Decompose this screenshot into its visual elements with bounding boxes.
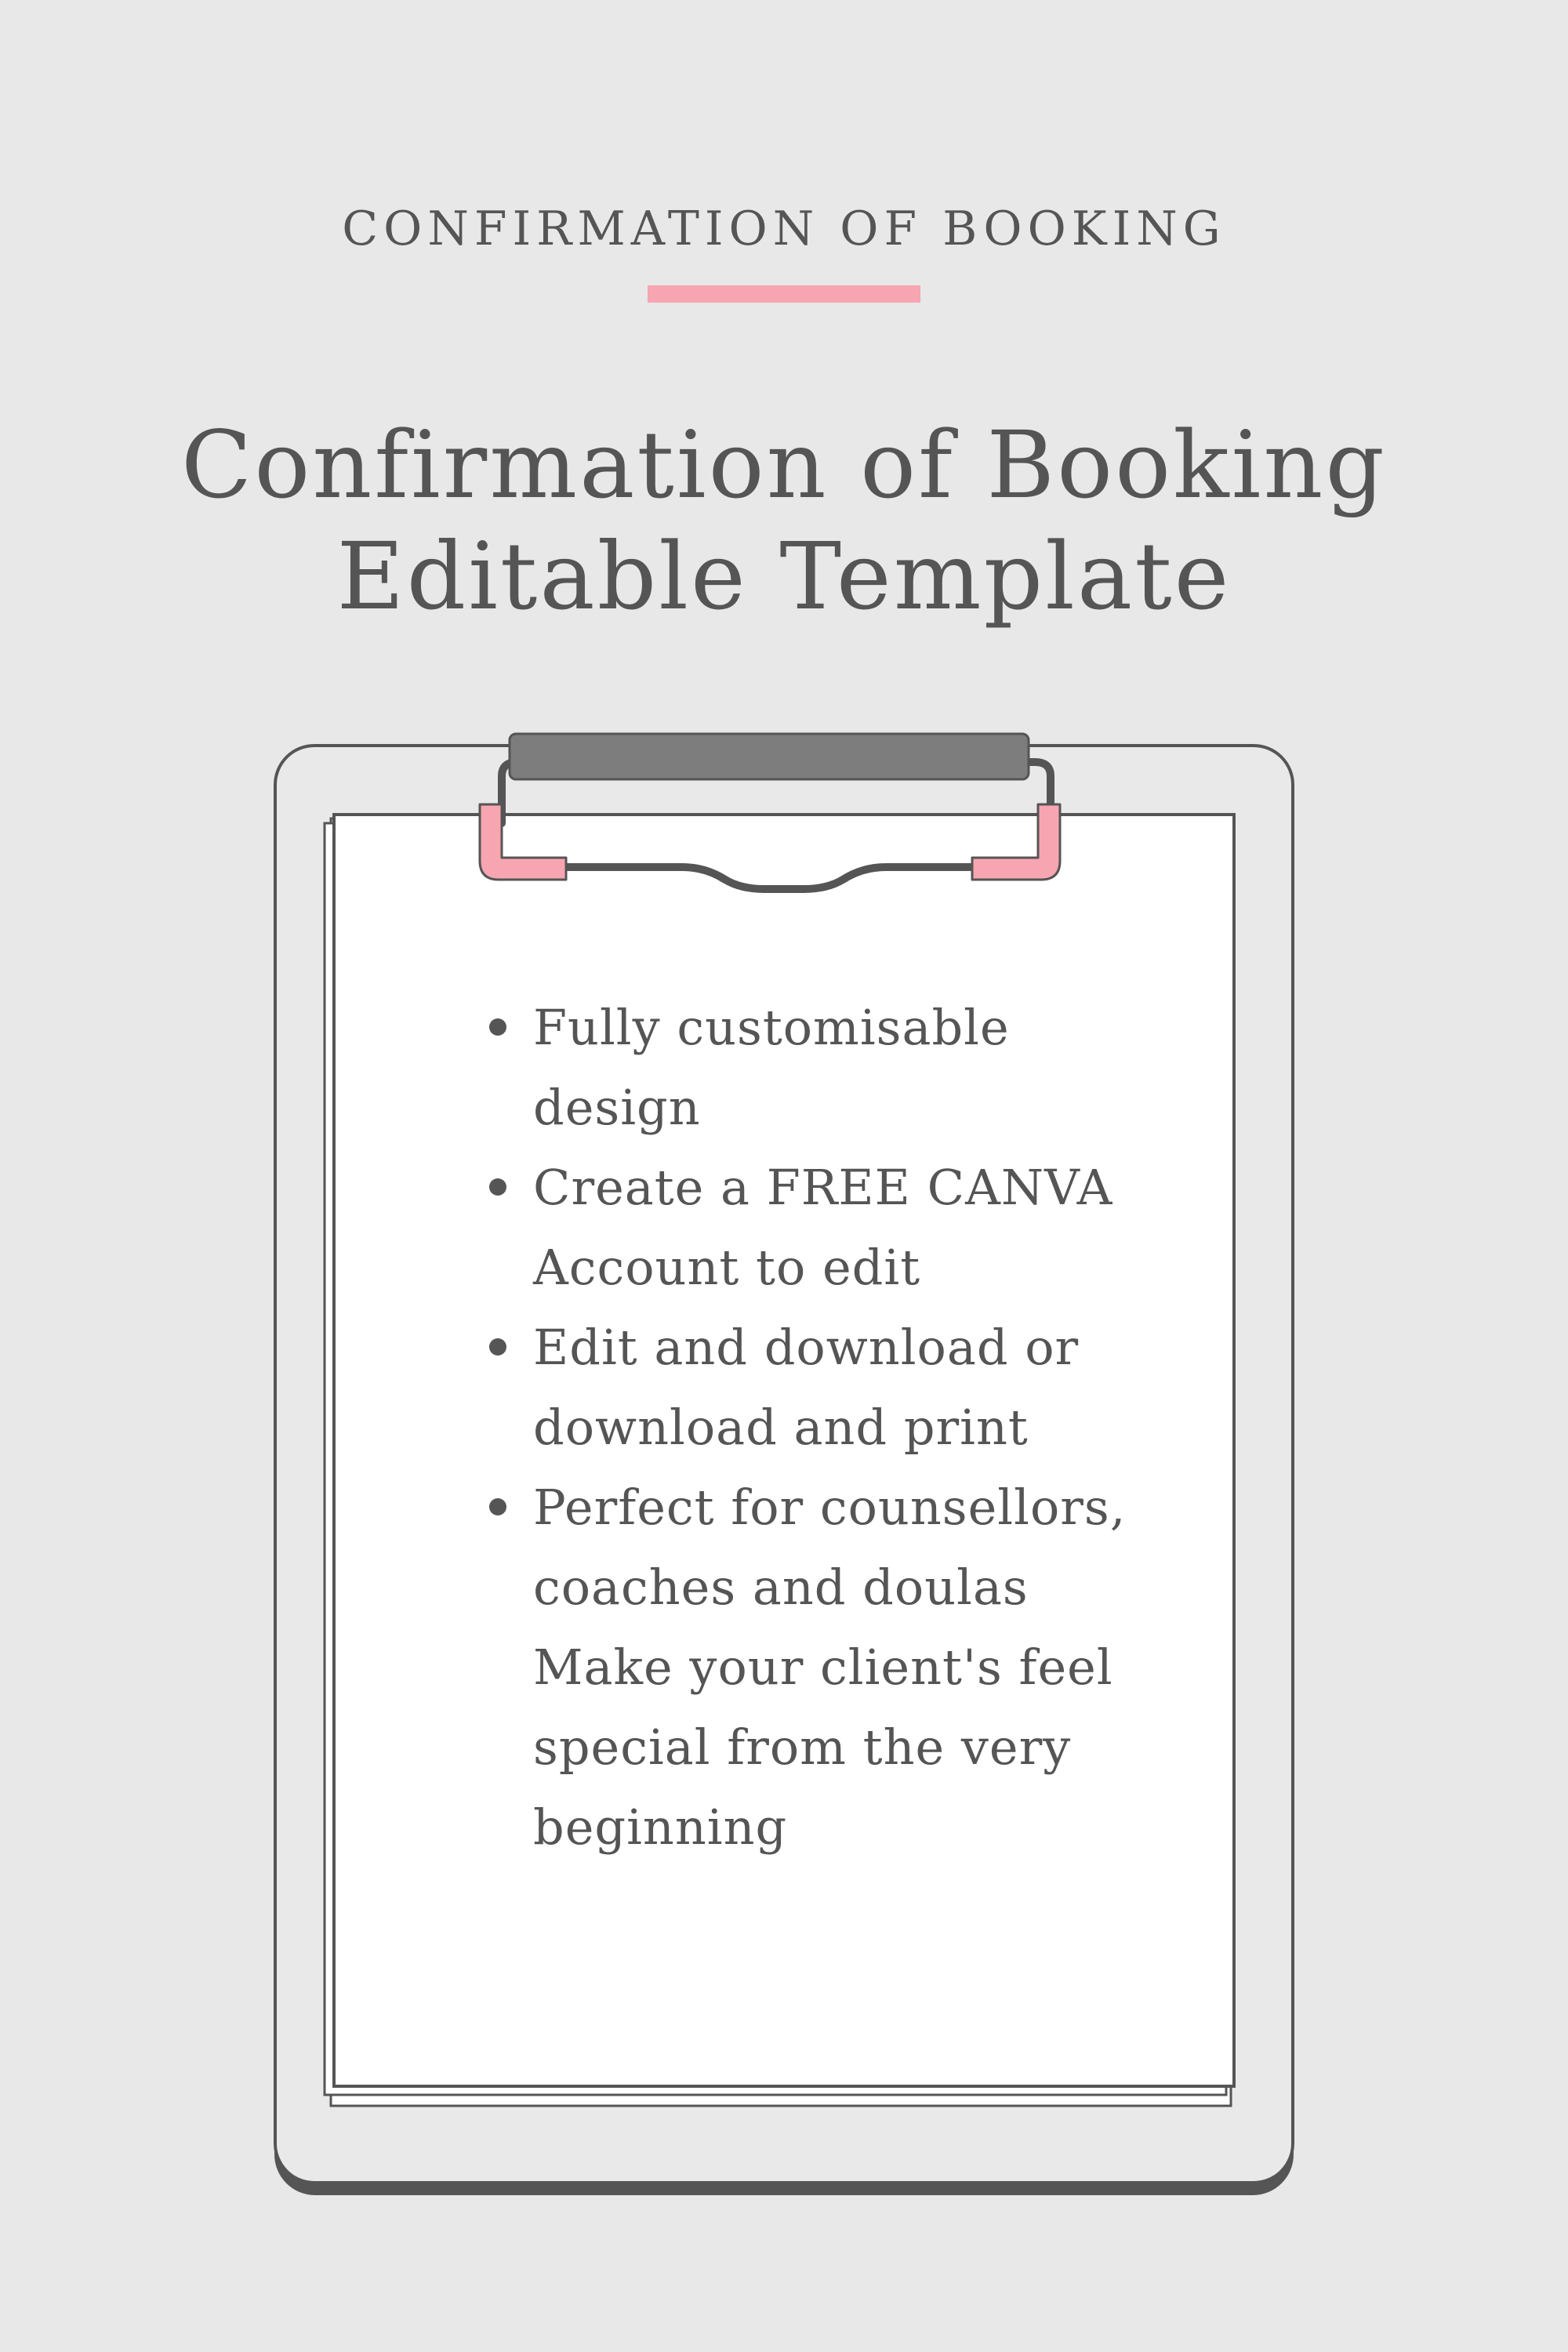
page-title-line-1: Confirmation of Booking: [181, 411, 1387, 519]
feature-item-canva-account: Create a FREE CANVA Account to edit: [486, 1148, 1129, 1308]
feature-item-download-print: Edit and download or download and print: [486, 1308, 1129, 1468]
feature-item-customisable: Fully customisable design: [486, 988, 1129, 1148]
kicker-heading: CONFIRMATION OF BOOKING: [342, 201, 1226, 256]
page-title-line-2: Editable Template: [336, 522, 1232, 630]
clip-top-bar: [510, 734, 1029, 779]
feature-list: [486, 988, 1129, 1867]
feature-item-audience: Perfect for counsellors, coaches and doulas Make your client's feel special from the very beginning: [486, 1468, 1129, 1867]
